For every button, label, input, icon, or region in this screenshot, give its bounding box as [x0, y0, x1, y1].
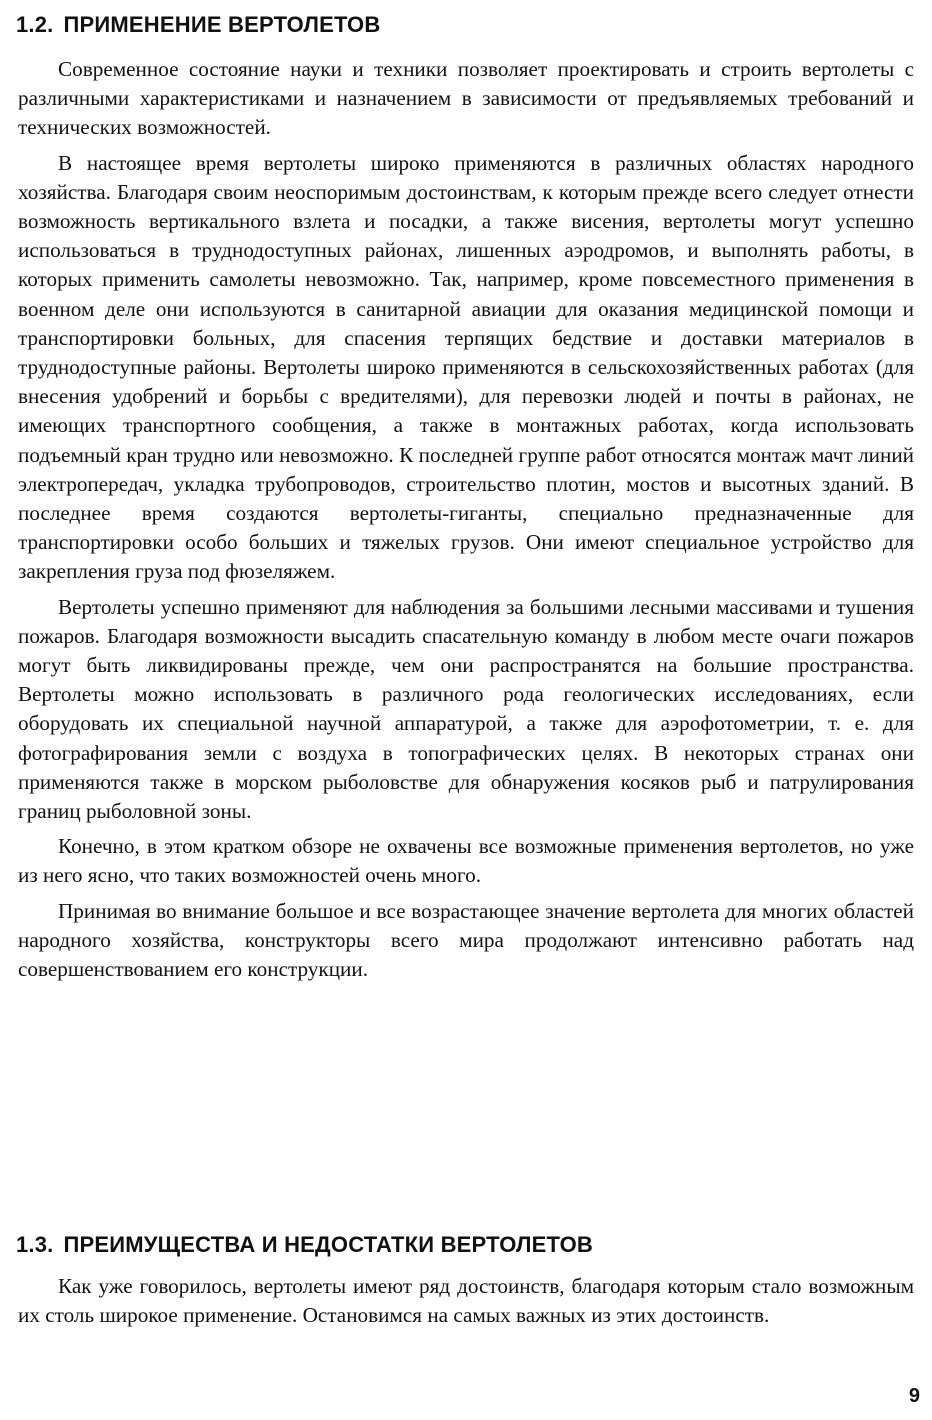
section-number: 1.2.: [16, 12, 54, 37]
paragraph: Современное состояние науки и техники позволяет проектировать и строить вертолеты с различными характеристиками и назначением в зависимости от предъявляемых требований и технических возможностей.: [18, 57, 914, 140]
section-title: ПРИМЕНЕНИЕ ВЕРТОЛЕТОВ: [63, 12, 381, 37]
section-heading-1-2: [16, 12, 380, 38]
section-body-1-3: [18, 1272, 914, 1330]
page-number: 9: [908, 1385, 920, 1407]
paragraph: Как уже говорилось, вертолеты имеют ряд достоинств, благодаря которым стало возможным их столь широкое применение. Остановимся на самых важных из этих достоинств.: [18, 1274, 914, 1328]
paragraph: Принимая во внимание большое и все возрастающее значение вертолета для многих областей народного хозяйства, конструкторы всего мира продолжают интенсивно работать над совершенствованием его конструкции.: [18, 898, 914, 982]
paragraph: В настоящее время вертолеты широко применяются в различных областях народного хозяйства. Благодаря своим неоспоримым достоинствам, к которым прежде всего следует отнести возможность вертикального взлета и посадки, а также висения, вертолеты могут успешно использоваться в труднодоступных районах, лишенных аэродромов, и выполнять работы, в которых применить самолеты невозможно. Так, например, кроме повсеместного применения в военном деле они используются в санитарной авиации для оказания медицинской помощи и транспортировки больных, для спасения терпящих бедствие и доставки материалов в труднодоступные районы. Вертолеты широко применяются в сельскохозяйственных работах (для внесения удобрений и борьбы с вредителями), для перевозки людей и почты в районах, не имеющих транспортного сообщения, а также в монтажных работах, когда использовать подъемный кран трудно или невозможно. К последней группе работ относятся монтаж мачт линий электропередач, укладка трубопроводов, строительство плотин, мостов и высотных зданий. В последнее время создаются вертолеты-гиганты, специально предназначенные для транспортировки особо больших и тяжелых грузов. Они имеют специальное устройство для закрепления груза под фюзеляжем.: [18, 150, 914, 584]
section-title: ПРЕИМУЩЕСТВА И НЕДОСТАТКИ ВЕРТОЛЕТОВ: [63, 1232, 593, 1257]
section-body-1-2: [18, 55, 914, 984]
paragraph: Конечно, в этом кратком обзоре не охвачены все возможные применения вертолетов, но уже из него ясно, что таких возможностей очень много.: [18, 834, 914, 888]
section-heading-1-3: [16, 1232, 593, 1258]
section-number: 1.3.: [16, 1232, 54, 1257]
paragraph: Вертолеты успешно применяют для наблюдения за большими лесными массивами и тушения пожаров. Благодаря возможности высадить спасательную команду в любом месте очаги пожаров могут быть ликвидированы прежде, чем они распространятся на большие пространства. Вертолеты можно использовать в различного рода геологических исследованиях, если оборудовать их специальной научной аппаратурой, а также для аэрофотометрии, т. е. для фотографирования земли с воздуха в топографических целях. В некоторых странах они применяются также в морском рыболовстве для обнаружения косяков рыб и патрулирования границ рыболовной зоны.: [18, 594, 914, 824]
